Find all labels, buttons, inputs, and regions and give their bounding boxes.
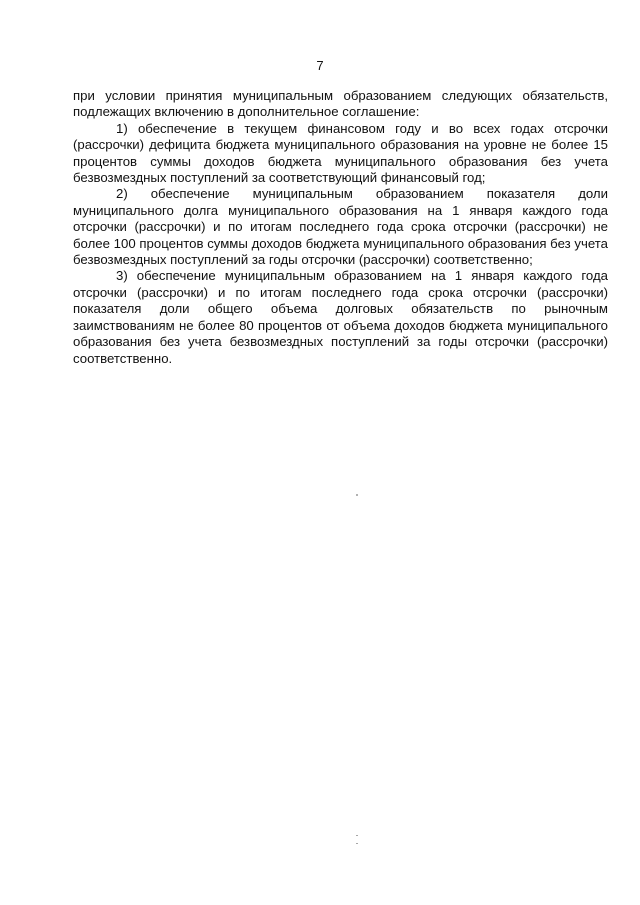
obligation-item-3: 3) обеспечение муниципальным образованием на 1 января каждого года отсрочки (рассрочки) и по итогам последнего года срока отсрочки (рассрочки) показателя доли общего объема долговых обязательств по рыночным заимствованиям не более 80 процентов от объема доходов бюджета муниципального образования без учета безвозмездных поступлений за годы отсрочки (рассрочки) соответственно.: [73, 268, 608, 366]
scan-speck: [356, 494, 358, 496]
scan-speck: [356, 835, 358, 836]
obligation-item-1: 1) обеспечение в текущем финансовом году и во всех годах отсрочки (рассрочки) дефицита бюджета муниципального образования на уровне не более 15 процентов суммы доходов бюджета муниципального образования без учета безвозмездных поступлений за соответствующий финансовый год;: [73, 120, 608, 186]
intro-paragraph: при условии принятия муниципальным образованием следующих обязательств, подлежащих включению в дополнительное соглашение:: [73, 88, 608, 120]
scan-speck: [356, 843, 358, 844]
page-number: 7: [316, 58, 324, 73]
obligation-item-2: 2) обеспечение муниципальным образованием показателя доли муниципального долга муниципального образования на 1 января каждого года отсрочки (рассрочки) и по итогам последнего года срока отсрочки (рассрочки) не более 100 процентов суммы доходов бюджета муниципального образования без учета безвозмездных поступлений за годы отсрочки (рассрочки) соответственно;: [73, 186, 608, 268]
document-body: [73, 88, 608, 367]
